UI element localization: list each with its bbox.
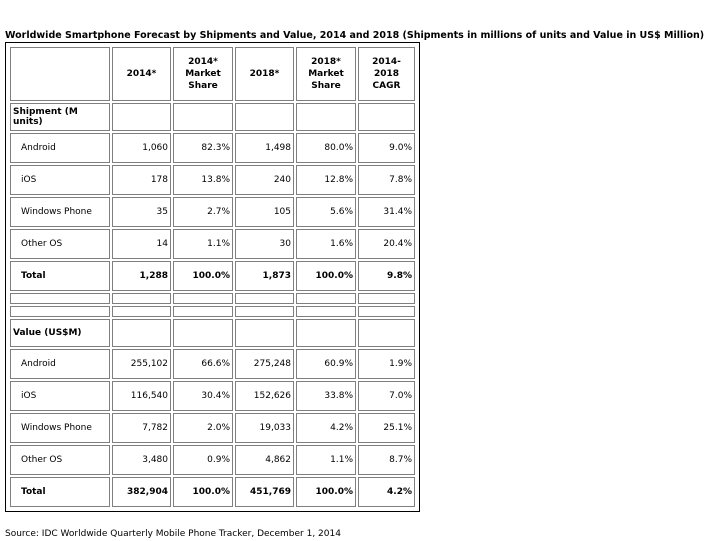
table-cell: 4,862 — [235, 445, 294, 475]
table-cell: 1.1% — [173, 229, 233, 259]
forecast-table — [5, 42, 420, 512]
empty-cell — [112, 306, 171, 317]
table-cell: 2.0% — [173, 413, 233, 443]
row-label: iOS — [10, 381, 110, 411]
empty-cell — [112, 293, 171, 304]
table-cell: 1,498 — [235, 133, 294, 163]
spacer-row — [10, 293, 415, 304]
empty-cell — [235, 319, 294, 347]
empty-cell — [112, 103, 171, 131]
empty-cell — [10, 293, 110, 304]
table-cell: 9.0% — [358, 133, 415, 163]
empty-cell — [358, 306, 415, 317]
table-cell: 66.6% — [173, 349, 233, 379]
column-header — [173, 47, 233, 101]
table-cell: 7.8% — [358, 165, 415, 195]
table-row — [10, 445, 415, 475]
column-header — [10, 47, 110, 101]
empty-cell — [358, 293, 415, 304]
empty-cell — [296, 293, 356, 304]
empty-cell — [296, 306, 356, 317]
spacer-row — [10, 306, 415, 317]
section-row — [10, 103, 415, 131]
table-cell: 3,480 — [112, 445, 171, 475]
table-cell: 255,102 — [112, 349, 171, 379]
total-cell: 451,769 — [235, 477, 294, 507]
column-header — [296, 47, 356, 101]
empty-cell — [112, 319, 171, 347]
table-cell: 275,248 — [235, 349, 294, 379]
table-cell: 35 — [112, 197, 171, 227]
total-row — [10, 477, 415, 507]
total-label: Total — [10, 261, 110, 291]
column-header-label: 2014-2018 CAGR — [372, 57, 401, 91]
table-cell: 31.4% — [358, 197, 415, 227]
table-cell: 116,540 — [112, 381, 171, 411]
section-label: Shipment (M units) — [10, 103, 110, 131]
section-row — [10, 319, 415, 347]
empty-cell — [173, 293, 233, 304]
table-row — [10, 197, 415, 227]
row-label: Android — [10, 349, 110, 379]
table-cell: 1.6% — [296, 229, 356, 259]
total-cell: 1,288 — [112, 261, 171, 291]
empty-cell — [235, 293, 294, 304]
empty-cell — [173, 103, 233, 131]
empty-cell — [235, 103, 294, 131]
section-label: Value (US$M) — [10, 319, 110, 347]
table-cell: 7.0% — [358, 381, 415, 411]
column-header-label: 2018* — [249, 69, 280, 79]
total-cell: 9.8% — [358, 261, 415, 291]
empty-cell — [173, 306, 233, 317]
total-row — [10, 261, 415, 291]
empty-cell — [10, 306, 110, 317]
total-cell: 100.0% — [173, 477, 233, 507]
column-header-label: 2014* — [126, 69, 157, 79]
row-label: Android — [10, 133, 110, 163]
table-title: Worldwide Smartphone Forecast by Shipments and Value, 2014 and 2018 (Shipments in millions of units and Value in US$ Million) — [5, 30, 704, 41]
row-label: iOS — [10, 165, 110, 195]
total-cell: 100.0% — [173, 261, 233, 291]
row-label: Other OS — [10, 445, 110, 475]
forecast-grid — [8, 45, 417, 509]
table-row — [10, 165, 415, 195]
table-cell: 60.9% — [296, 349, 356, 379]
column-header-label: 2018* Market Share — [308, 57, 344, 91]
table-cell: 105 — [235, 197, 294, 227]
table-row — [10, 381, 415, 411]
table-cell: 14 — [112, 229, 171, 259]
column-header — [358, 47, 415, 101]
table-cell: 13.8% — [173, 165, 233, 195]
empty-cell — [173, 319, 233, 347]
header-row — [10, 47, 415, 101]
table-cell: 25.1% — [358, 413, 415, 443]
empty-cell — [296, 319, 356, 347]
column-header — [235, 47, 294, 101]
table-cell: 0.9% — [173, 445, 233, 475]
table-cell: 7,782 — [112, 413, 171, 443]
row-label: Windows Phone — [10, 197, 110, 227]
table-cell: 19,033 — [235, 413, 294, 443]
total-cell: 1,873 — [235, 261, 294, 291]
table-cell: 33.8% — [296, 381, 356, 411]
empty-cell — [358, 103, 415, 131]
table-row — [10, 413, 415, 443]
table-cell: 1,060 — [112, 133, 171, 163]
table-cell: 2.7% — [173, 197, 233, 227]
column-header — [112, 47, 171, 101]
table-row — [10, 133, 415, 163]
column-header-label: 2014* Market Share — [185, 57, 221, 91]
table-cell: 82.3% — [173, 133, 233, 163]
table-cell: 1.9% — [358, 349, 415, 379]
empty-cell — [296, 103, 356, 131]
table-row — [10, 229, 415, 259]
total-cell: 382,904 — [112, 477, 171, 507]
row-label: Other OS — [10, 229, 110, 259]
table-cell: 152,626 — [235, 381, 294, 411]
source-note: Source: IDC Worldwide Quarterly Mobile Phone Tracker, December 1, 2014 — [5, 529, 341, 539]
empty-cell — [235, 306, 294, 317]
table-cell: 80.0% — [296, 133, 356, 163]
table-cell: 20.4% — [358, 229, 415, 259]
total-cell: 100.0% — [296, 477, 356, 507]
total-cell: 100.0% — [296, 261, 356, 291]
table-cell: 1.1% — [296, 445, 356, 475]
table-cell: 5.6% — [296, 197, 356, 227]
table-cell: 240 — [235, 165, 294, 195]
table-cell: 30.4% — [173, 381, 233, 411]
table-cell: 8.7% — [358, 445, 415, 475]
table-cell: 178 — [112, 165, 171, 195]
empty-cell — [358, 319, 415, 347]
total-label: Total — [10, 477, 110, 507]
total-cell: 4.2% — [358, 477, 415, 507]
table-cell: 12.8% — [296, 165, 356, 195]
row-label: Windows Phone — [10, 413, 110, 443]
table-cell: 30 — [235, 229, 294, 259]
table-cell: 4.2% — [296, 413, 356, 443]
table-row — [10, 349, 415, 379]
